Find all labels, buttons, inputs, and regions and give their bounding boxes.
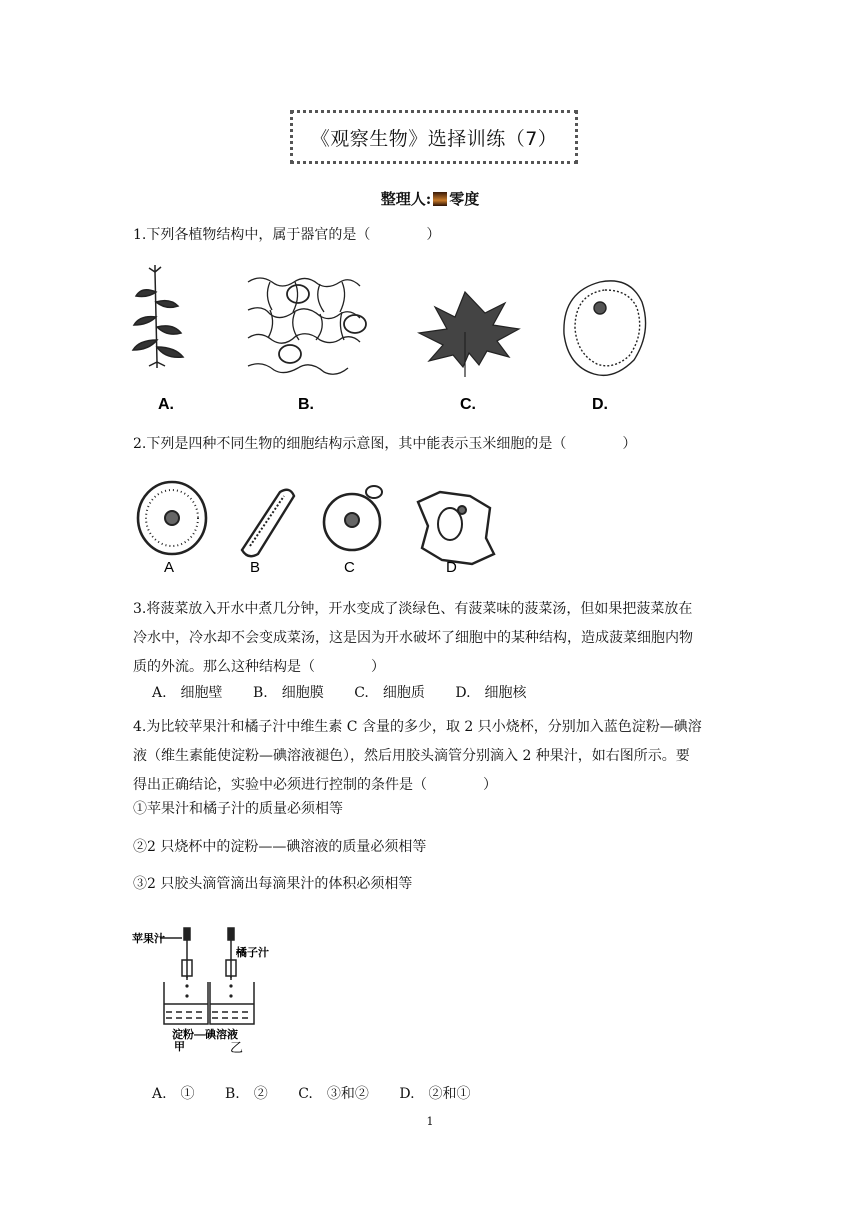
question-2-text: 2.下列是四种不同生物的细胞结构示意图，其中能表示玉米细胞的是（ ）: [133, 436, 637, 452]
compiler-logo-icon: [433, 192, 447, 206]
compiler-line: [0, 188, 860, 209]
leaf-image: [419, 292, 519, 377]
cell-image: [564, 281, 646, 376]
question-2-figure: [130, 480, 510, 580]
q4-option-b: B. ②: [225, 1086, 268, 1102]
page-number: 1: [426, 1115, 434, 1128]
q1-label-a: A.: [158, 396, 174, 413]
beaker-jia-label: 甲: [174, 1041, 185, 1053]
question-1-text: 1.下列各植物结构中，属于器官的是（ ）: [133, 227, 441, 243]
question-4-line-1: 4.为比较苹果汁和橘子汁中维生素 C 含量的多少，取 2 只小烧杯，分别加入蓝色淀粉—碘溶: [133, 719, 702, 735]
q3-option-d: D. 细胞核: [455, 685, 527, 701]
epidermis-image: [248, 278, 366, 374]
condition-3: ③2 只胶头滴管滴出每滴果汁的体积必须相等: [133, 876, 413, 892]
q1-label-c: C.: [460, 396, 476, 413]
beaker-yi-label: 乙: [230, 1040, 244, 1055]
q4-option-c: C. ③和②: [298, 1086, 369, 1102]
question-3-text: [133, 597, 753, 680]
apple-juice-label: 苹果汁: [132, 933, 165, 945]
question-3-line-3: 质的外流。那么这种结构是（ ）: [133, 659, 385, 675]
q1-label-d: D.: [592, 396, 608, 413]
question-1-figure: [130, 262, 650, 417]
question-3-options: [152, 682, 553, 702]
question-4-figure: [130, 920, 310, 1060]
q3-option-c: C. 细胞质: [354, 685, 425, 701]
solution-label: 淀粉—碘溶液: [172, 1029, 238, 1041]
condition-1: ①苹果汁和橘子汁的质量必须相等: [133, 801, 343, 817]
question-4-options: [152, 1083, 497, 1103]
question-3-line-2: 冷水中，冷水却不会变成菜汤，这是因为开水破坏了细胞中的某种结构，造成菠菜细胞内物: [133, 630, 693, 646]
q2-label-d: D: [446, 559, 457, 576]
q3-option-a: A. 细胞壁: [152, 685, 223, 701]
question-4-line-3: 得出正确结论，实验中必须进行控制的条件是（ ）: [133, 777, 497, 793]
q2-label-c: C: [344, 559, 355, 576]
q2-label-a: A: [164, 559, 175, 576]
page-title: 《观察生物》选择训练（7）: [310, 127, 558, 150]
orange-juice-label: 橘子汁: [236, 947, 269, 959]
title-box: [290, 110, 578, 164]
plant-image: [133, 265, 183, 368]
q3-option-b: B. 细胞膜: [253, 685, 324, 701]
question-4-line-2: 液（维生素能使淀粉—碘溶液褪色），然后用胶头滴管分别滴入 2 种果汁，如右图所示。要: [133, 748, 690, 764]
question-4-text: [133, 715, 753, 798]
condition-2: ②2 只烧杯中的淀粉——碘溶液的质量必须相等: [133, 839, 427, 855]
q4-option-d: D. ②和①: [399, 1086, 471, 1102]
q2-label-b: B: [250, 559, 261, 576]
compiler-prefix: 整理人:: [380, 190, 432, 208]
question-3-line-1: 3.将菠菜放入开水中煮几分钟，开水变成了淡绿色、有菠菜味的菠菜汤，但如果把菠菜放在: [133, 601, 693, 617]
q4-option-a: A. ①: [152, 1086, 195, 1102]
q1-label-b: B.: [298, 396, 314, 413]
compiler-name: 零度: [449, 190, 480, 208]
